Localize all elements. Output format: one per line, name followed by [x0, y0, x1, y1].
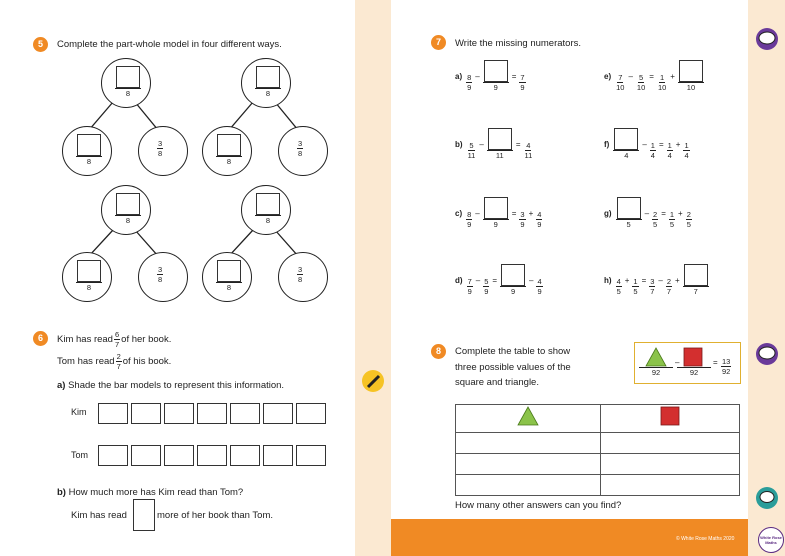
q6b-answer-a: Kim has read — [71, 510, 127, 521]
square-icon — [660, 406, 680, 426]
q8-line-2: three possible values of the — [455, 362, 571, 373]
bar-cell[interactable] — [197, 445, 227, 466]
numerator-box[interactable] — [614, 128, 638, 150]
q6b-instruction: b) How much more has Kim read than Tom? — [57, 487, 244, 498]
given-part-fraction: $\frac{3}{8}$ — [158, 265, 163, 284]
equation-g: g) 5 – $\frac{2}{5}$ = $\frac{1}{5}$ + $\frac{2}{5}$ — [604, 197, 693, 229]
numerator-box[interactable] — [217, 134, 241, 156]
q6b-answer-b: more of her book than Tom. — [157, 510, 273, 521]
thought-cloud-icon — [756, 343, 778, 365]
triangle-icon — [517, 406, 539, 426]
pencil-icon — [362, 370, 384, 392]
q5-instruction: Complete the part-whole model in four different ways. — [57, 39, 282, 50]
bar-cell[interactable] — [296, 403, 326, 424]
question-8-badge: 8 — [431, 344, 446, 359]
numerator-box[interactable] — [679, 60, 703, 82]
footer-bar — [391, 519, 748, 556]
table-cell[interactable] — [601, 454, 740, 475]
whole-fraction: 8 — [254, 66, 282, 98]
triangle-icon — [645, 347, 667, 367]
q8-footer-question: How many other answers can you find? — [455, 500, 622, 511]
given-part-fraction: $\frac{3}{8}$ — [298, 139, 303, 158]
table-cell[interactable] — [601, 433, 740, 454]
key-result: $\frac{13}{92}$ — [722, 357, 731, 376]
bar-cell[interactable] — [98, 445, 128, 466]
copyright: © White Rose Maths 2020 — [676, 536, 735, 542]
numerator-box[interactable] — [488, 128, 512, 150]
numerator-box[interactable] — [484, 60, 508, 82]
numerator-box[interactable] — [617, 197, 641, 219]
equals-sign: = — [713, 358, 718, 367]
bar-cell[interactable] — [164, 403, 194, 424]
equation-b: b) $\frac{5}{11}$ – 11 = $\frac{4}{11}$ — [455, 128, 534, 160]
equation-f: f) 4 – $\frac{1}{4}$ = $\frac{1}{4}$ + $\frac{1}{4}$ — [604, 128, 691, 160]
whole-fraction: 8 — [114, 193, 142, 225]
table-cell[interactable] — [456, 433, 601, 454]
whole-fraction: 8 — [254, 193, 282, 225]
q6-kim-statement: Kim has read $\frac{6}{7}$ of her book. — [57, 330, 172, 349]
page-spine — [355, 0, 391, 556]
tom-label: Tom — [71, 450, 89, 460]
numerator-box[interactable] — [256, 66, 280, 88]
equation-a: a) $\frac{8}{9}$ – 9 = $\frac{7}{9}$ — [455, 60, 527, 92]
speech-bubble-icon — [756, 487, 778, 509]
numerator-box[interactable] — [684, 264, 708, 286]
numerator-box[interactable] — [116, 66, 140, 88]
q6-tom-statement: Tom has read $\frac{2}{7}$ of his book. — [57, 352, 172, 371]
numerator-box[interactable] — [77, 134, 101, 156]
minus-sign: – — [675, 358, 680, 367]
part-fraction: 8 — [75, 260, 103, 292]
part-fraction: 8 — [215, 260, 243, 292]
q8-line-3: square and triangle. — [455, 377, 539, 388]
equation-h: h) $\frac{4}{5}$ + $\frac{1}{5}$ = $\frac{3}{7}$ – $\frac{2}{7}$ + 7 — [604, 264, 710, 296]
table-cell[interactable] — [456, 454, 601, 475]
bar-cell[interactable] — [98, 403, 128, 424]
table-cell[interactable] — [601, 475, 740, 496]
part-fraction: 8 — [215, 134, 243, 166]
numerator-box[interactable] — [116, 193, 140, 215]
numerator-box[interactable] — [501, 264, 525, 286]
part-fraction: 8 — [75, 134, 103, 166]
key-equation — [634, 342, 741, 384]
values-table — [455, 404, 740, 496]
bar-cell[interactable] — [197, 403, 227, 424]
question-6-badge: 6 — [33, 331, 48, 346]
bar-cell[interactable] — [263, 445, 293, 466]
bar-cell[interactable] — [164, 445, 194, 466]
equation-c: c) $\frac{8}{9}$ – 9 = $\frac{3}{9}$ + $\frac{4}{9}$ — [455, 197, 543, 229]
bar-cell[interactable] — [230, 445, 260, 466]
bar-cell[interactable] — [230, 403, 260, 424]
triangle-header — [456, 405, 601, 433]
numerator-box[interactable] — [77, 260, 101, 282]
side-strip — [748, 0, 785, 556]
numerator-box[interactable] — [484, 197, 508, 219]
q6a-instruction: a) Shade the bar models to represent this information. — [57, 380, 285, 391]
square-icon — [683, 347, 703, 367]
numerator-box[interactable] — [256, 193, 280, 215]
equation-e: e) $\frac{7}{10}$ – $\frac{5}{10}$ = $\frac{1}{10}$ + 10 — [604, 60, 705, 92]
bar-cell[interactable] — [131, 403, 161, 424]
question-5-badge: 5 — [33, 37, 48, 52]
kim-label: Kim — [71, 407, 87, 417]
answer-box[interactable] — [133, 499, 155, 531]
given-part-fraction: $\frac{3}{8}$ — [158, 139, 163, 158]
equation-d: d) $\frac{7}{9}$ – $\frac{5}{9}$ = 9 – $\frac{4}{9}$ — [455, 264, 544, 296]
bar-cell[interactable] — [131, 445, 161, 466]
q7-instruction: Write the missing numerators. — [455, 38, 582, 49]
table-cell[interactable] — [456, 475, 601, 496]
square-header — [601, 405, 740, 433]
numerator-box[interactable] — [217, 260, 241, 282]
whole-fraction: 8 — [114, 66, 142, 98]
key-denominator: 92 — [639, 367, 673, 377]
question-7-badge: 7 — [431, 35, 446, 50]
thought-cloud-icon — [756, 28, 778, 50]
bar-cell[interactable] — [263, 403, 293, 424]
given-part-fraction: $\frac{3}{8}$ — [298, 265, 303, 284]
q8-line-1: Complete the table to show — [455, 346, 571, 357]
key-denominator: 92 — [677, 367, 711, 377]
wrm-logo: White Rose Maths — [758, 527, 784, 553]
bar-cell[interactable] — [296, 445, 326, 466]
